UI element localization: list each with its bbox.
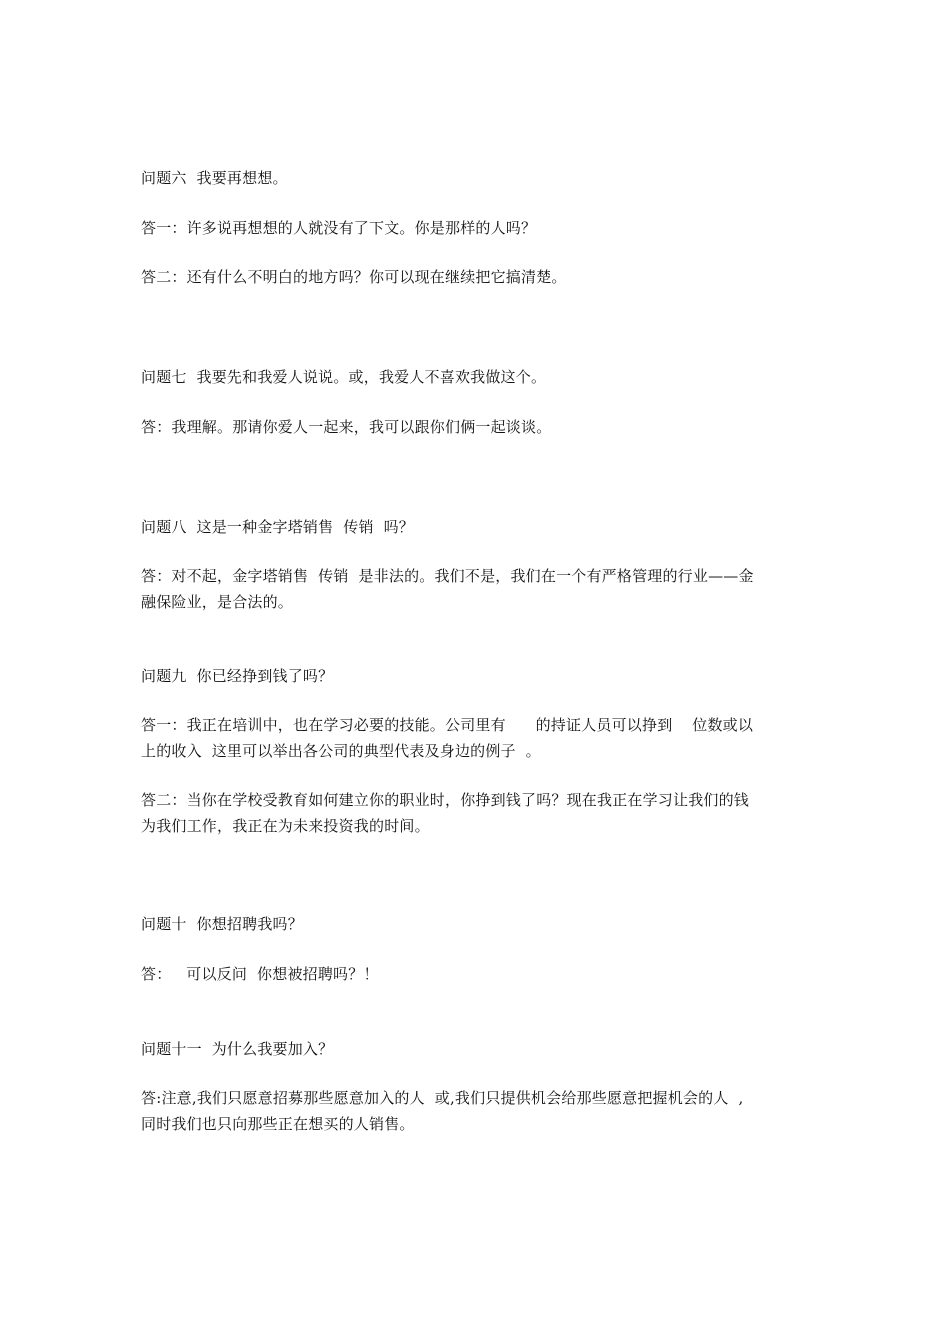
answer-6-2: 答二：还有什么不明白的地方吗？你可以现在继续把它搞清楚。 — [141, 268, 567, 286]
answer-8-line-2: 融保险业，是合法的。 — [141, 593, 294, 611]
answer-9-2-line-2: 为我们工作，我正在为未来投资我的时间。 — [141, 817, 430, 835]
question-7: 问题七 我要先和我爱人说说。或，我爱人不喜欢我做这个。 — [141, 368, 547, 386]
question-10: 问题十 你想招聘我吗？ — [141, 915, 303, 933]
answer-10: 答： 可以反问 你想被招聘吗？！ — [141, 965, 379, 983]
answer-9-1-line-2: 上的收入 这里可以举出各公司的典型代表及身边的例子 。 — [141, 742, 541, 760]
answer-11-line-1: 答:注意,我们只愿意招募那些愿意加入的人 或,我们只提供机会给那些愿意把握机会的人 , — [141, 1089, 744, 1107]
answer-9-1-line-1: 答一：我正在培训中，也在学习必要的技能。公司里有 的持证人员可以挣到 位数或以 — [141, 716, 754, 734]
answer-11-line-2: 同时我们也只向那些正在想买的人销售。 — [141, 1115, 415, 1133]
answer-7: 答：我理解。那请你爱人一起来，我可以跟你们俩一起谈谈。 — [141, 418, 552, 436]
answer-9-2-line-1: 答二：当你在学校受教育如何建立你的职业时，你挣到钱了吗？现在我正在学习让我们的钱 — [141, 791, 750, 809]
answer-8-line-1: 答：对不起，金字塔销售 传销 是非法的。我们不是，我们在一个有严格管理的行业——金 — [141, 567, 754, 585]
answer-6-1: 答一：许多说再想想的人就没有了下文。你是那样的人吗？ — [141, 219, 537, 237]
question-11: 问题十一 为什么我要加入？ — [141, 1040, 334, 1058]
question-9: 问题九 你已经挣到钱了吗？ — [141, 667, 334, 685]
question-6: 问题六 我要再想想。 — [141, 169, 288, 187]
question-8: 问题八 这是一种金字塔销售 传销 吗？ — [141, 518, 415, 536]
